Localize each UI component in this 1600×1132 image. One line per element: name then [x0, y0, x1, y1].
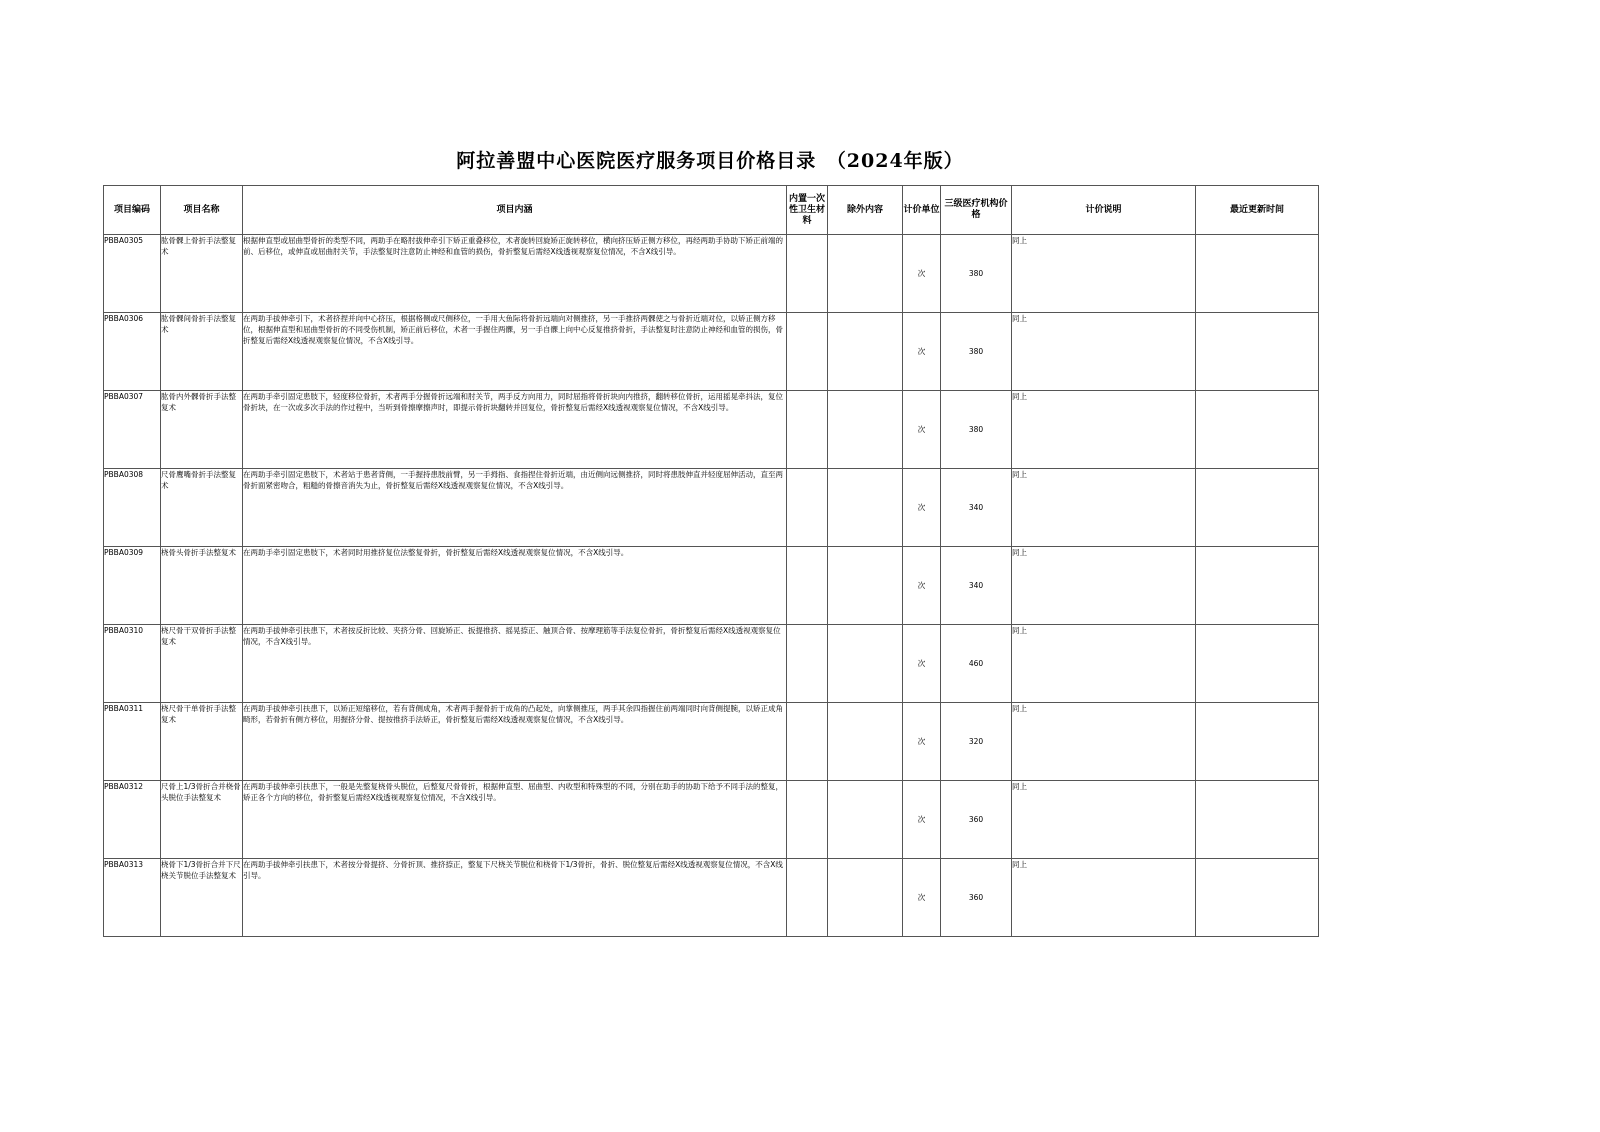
table-row	[104, 781, 1319, 859]
table-row	[104, 469, 1319, 547]
item-content: 在两助手拔伸牵引扶患下，一般是先整复桡骨头脱位，后整复尺骨骨折，根据伸直型、屈曲型、内收型和特殊型的不同，分别在助手的协助下给予不同手法的整复，矫正各个方向的移位，骨折整复后需经X线透视观察复位情况，不含X线引导。	[243, 781, 787, 859]
table-header-row	[104, 186, 1319, 235]
item-price: 320	[941, 703, 1012, 781]
item-unit: 次	[903, 391, 941, 469]
header-unit: 计价单位	[903, 186, 941, 235]
item-update	[1196, 235, 1319, 313]
header-name: 项目名称	[161, 186, 243, 235]
item-consumables	[787, 625, 828, 703]
item-code: PBBA0309	[104, 547, 161, 625]
header-update: 最近更新时间	[1196, 186, 1319, 235]
header-content: 项目内涵	[243, 186, 787, 235]
item-consumables	[787, 859, 828, 937]
item-content: 在两助手拔伸牵引下，术者挤捏并向中心挤压，根据格侧或尺侧移位，一手用大鱼际将骨折远端向对侧推挤，另一手推挤两髁使之与骨折近端对位，以矫正侧方移位，根据伸直型和屈曲型骨折的不同受伤机制，矫正前后移位，术者一手握住两髁，另一手自髁上向中心反复推挤骨折，手法整复时注意防止神经和血管的损伤，骨折整复后需经X线透视观察复位情况，不含X线引导。	[243, 313, 787, 391]
table-row	[104, 235, 1319, 313]
item-exclusion	[828, 235, 903, 313]
item-update	[1196, 391, 1319, 469]
item-content: 根据伸直型或屈曲型骨折的类型不同，两助手在略肘拔伸牵引下矫正重叠移位，术者旋转回旋矫正旋转移位，横向挤压矫正侧方移位，再经两助手协助下矫正前端的前、后移位，或伸直或屈曲肘关节，手法整复时注意防止神经和血管的损伤，骨折整复后需经X线透视观察复位情况，不含X线引导。	[243, 235, 787, 313]
item-price: 360	[941, 859, 1012, 937]
table-row	[104, 391, 1319, 469]
item-unit: 次	[903, 547, 941, 625]
item-content: 在两助手牵引固定患肢下，轻度移位骨折，术者两手分握骨折远端和肘关节，两手反方向用力，同时屈指将骨折块向内推挤，翻转移位骨折，运用摇晃牵抖法，复位骨折块，在一次或多次手法的作过程中，当听到骨擦摩擦声时，即提示骨折块翻转并回复位，骨折整复后需经X线透视观察复位情况，不含X线引导。	[243, 391, 787, 469]
item-unit: 次	[903, 703, 941, 781]
item-name: 肱骨髁上骨折手法整复术	[161, 235, 243, 313]
item-consumables	[787, 703, 828, 781]
price-table	[103, 185, 1319, 937]
item-update	[1196, 703, 1319, 781]
item-code: PBBA0311	[104, 703, 161, 781]
item-update	[1196, 625, 1319, 703]
item-price: 360	[941, 781, 1012, 859]
table-row	[104, 547, 1319, 625]
item-consumables	[787, 235, 828, 313]
header-code: 项目编码	[104, 186, 161, 235]
item-unit: 次	[903, 469, 941, 547]
item-price: 380	[941, 313, 1012, 391]
item-note: 同上	[1012, 391, 1196, 469]
item-price: 460	[941, 625, 1012, 703]
item-note: 同上	[1012, 235, 1196, 313]
item-exclusion	[828, 313, 903, 391]
item-note: 同上	[1012, 625, 1196, 703]
item-name: 尺骨上1/3骨折合并桡骨头脱位手法整复术	[161, 781, 243, 859]
table-row	[104, 625, 1319, 703]
page-title: 阿拉善盟中心医院医疗服务项目价格目录 （2024年版）	[456, 150, 964, 172]
item-exclusion	[828, 859, 903, 937]
item-name: 桡尺骨干双骨折手法整复术	[161, 625, 243, 703]
header-exclusion: 除外内容	[828, 186, 903, 235]
item-unit: 次	[903, 781, 941, 859]
header-consumables: 内置一次性卫生材料	[787, 186, 828, 235]
item-exclusion	[828, 703, 903, 781]
item-consumables	[787, 313, 828, 391]
item-code: PBBA0307	[104, 391, 161, 469]
header-note: 计价说明	[1012, 186, 1196, 235]
item-code: PBBA0308	[104, 469, 161, 547]
item-name: 肱骨髁间骨折手法整复术	[161, 313, 243, 391]
item-price: 380	[941, 391, 1012, 469]
item-name: 桡尺骨干单骨折手法整复术	[161, 703, 243, 781]
item-content: 在两助手牵引固定患肢下，术者站于患者背侧，一手握持患肢前臂，另一手拇指、食指捏住骨折近端，由近侧向远侧推挤，同时将患肢伸直并轻度屈伸活动，直至两骨折面紧密吻合，粗糙的骨擦音消失为止，骨折整复后需经X线透视观察复位情况，不含X线引导。	[243, 469, 787, 547]
table-row	[104, 703, 1319, 781]
item-note: 同上	[1012, 547, 1196, 625]
header-price: 三级医疗机构价格	[941, 186, 1012, 235]
item-note: 同上	[1012, 703, 1196, 781]
item-price: 340	[941, 547, 1012, 625]
item-consumables	[787, 469, 828, 547]
item-consumables	[787, 391, 828, 469]
item-consumables	[787, 547, 828, 625]
item-price: 380	[941, 235, 1012, 313]
item-code: PBBA0305	[104, 235, 161, 313]
item-unit: 次	[903, 625, 941, 703]
item-content: 在两助手拔伸牵引扶患下，术者按反折比较、夹挤分骨、回旋矫正、扳提推挤、摇晃捺正、触顶合骨、按摩理筋等手法复位骨折，骨折整复后需经X线透视观察复位情况，不含X线引导。	[243, 625, 787, 703]
item-unit: 次	[903, 859, 941, 937]
item-consumables	[787, 781, 828, 859]
item-exclusion	[828, 625, 903, 703]
item-code: PBBA0312	[104, 781, 161, 859]
item-update	[1196, 859, 1319, 937]
item-update	[1196, 469, 1319, 547]
item-unit: 次	[903, 235, 941, 313]
item-exclusion	[828, 781, 903, 859]
item-content: 在两助手牵引固定患肢下，术者同时用推挤复位法整复骨折，骨折整复后需经X线透视观察复位情况，不含X线引导。	[243, 547, 787, 625]
table-row	[104, 313, 1319, 391]
item-note: 同上	[1012, 781, 1196, 859]
item-unit: 次	[903, 313, 941, 391]
item-name: 尺骨鹰嘴骨折手法整复术	[161, 469, 243, 547]
item-exclusion	[828, 391, 903, 469]
item-note: 同上	[1012, 313, 1196, 391]
item-update	[1196, 781, 1319, 859]
item-code: PBBA0313	[104, 859, 161, 937]
item-exclusion	[828, 547, 903, 625]
item-update	[1196, 547, 1319, 625]
item-name: 肱骨内外髁骨折手法整复术	[161, 391, 243, 469]
item-code: PBBA0306	[104, 313, 161, 391]
item-update	[1196, 313, 1319, 391]
item-content: 在两助手拔伸牵引扶患下，以矫正短缩移位，若有背侧成角，术者两手握骨折于成角的凸起处，向掌侧推压，两手其余四指握住前两端同时向背侧提腕，以矫正成角畸形，若骨折有侧方移位，用握挤分骨、提按推挤手法矫正，骨折整复后需经X线透视观察复位情况，不含X线引导。	[243, 703, 787, 781]
item-content: 在两助手拔伸牵引扶患下，术者按分骨提挤、分骨折顶、推挤捺正，整复下尺桡关节脱位和桡骨下1/3骨折，骨折、脱位整复后需经X线透视观察复位情况，不含X线引导。	[243, 859, 787, 937]
item-note: 同上	[1012, 859, 1196, 937]
item-name: 桡骨下1/3骨折合并下尺桡关节脱位手法整复术	[161, 859, 243, 937]
item-note: 同上	[1012, 469, 1196, 547]
item-exclusion	[828, 469, 903, 547]
item-code: PBBA0310	[104, 625, 161, 703]
table-row	[104, 859, 1319, 937]
item-price: 340	[941, 469, 1012, 547]
item-name: 桡骨头骨折手法整复术	[161, 547, 243, 625]
